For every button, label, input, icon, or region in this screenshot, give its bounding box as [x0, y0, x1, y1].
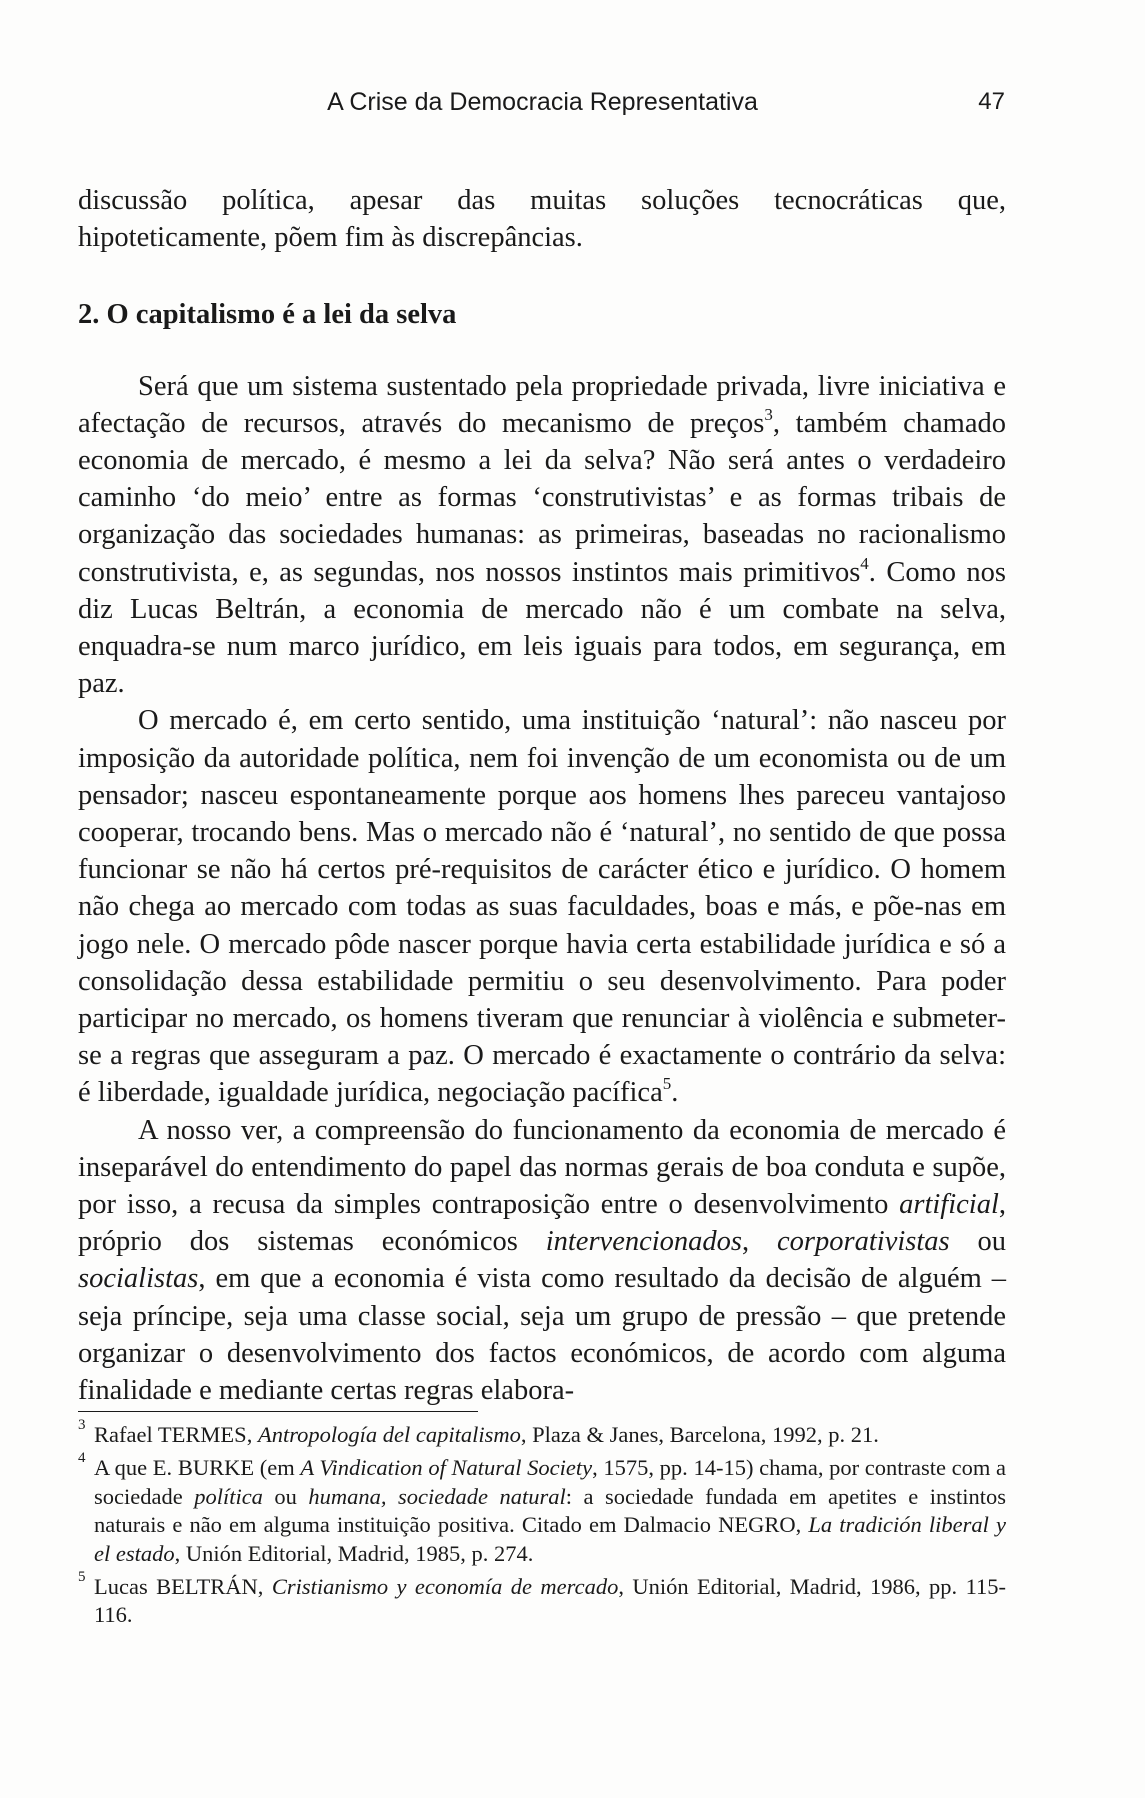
footnote-title: A Vindication of Natural Society — [300, 1455, 593, 1481]
paragraph-text: Será que um sistema sustentado pela propriedade privada, livre iniciativa e afectação de recursos, através do mecanismo de preços — [78, 370, 1006, 439]
footnote-ref[interactable]: 3 — [764, 404, 773, 424]
paragraph-text: A nosso ver, a compreensão do funcionamento da economia de mercado é inseparável do entendimento do papel das normas gerais de boa conduta e supõe, por isso, a recusa da simples contraposição entre o desenvolvimento — [78, 1114, 1006, 1221]
running-header — [80, 84, 1005, 120]
paragraph-text: discussão política, apesar das muitas soluções tecnocráticas que, hipoteticamente, põem fim às discrepâncias. — [78, 185, 1006, 254]
footnote-title: Cristianismo y economía de mercado — [271, 1574, 619, 1600]
page-number: 47 — [978, 88, 1005, 115]
footnote-italic: humana, sociedade natural — [308, 1483, 566, 1509]
footnote-text: : a sociedade fundada em apetites e instintos naturais e não em alguma instituição positiva. Citado em Dalmacio NEGRO, — [94, 1483, 1006, 1538]
paragraph-continuation — [78, 182, 1006, 256]
paragraph-text: , — [742, 1226, 778, 1258]
paragraph-text: , em que a economia é vista como resultado da decisão de alguém – seja príncipe, seja uma classe social, seja um grupo de pressão – que pretende organizar o desenvolvimento dos factos económicos, de acordo com alguma finalidade e mediante certas regras elabora- — [78, 1263, 1006, 1407]
section-heading: 2. O capitalismo é a lei da selva — [78, 299, 457, 331]
paragraph — [78, 368, 1006, 703]
footnote-text: ou — [262, 1483, 309, 1509]
italic-term: artificial — [899, 1189, 999, 1221]
paragraph-text: , também chamado economia de mercado, é mesmo a lei da selva? Não será antes o verdadeiro caminho ‘do meio’ entre as formas ‘construtivistas’ e as formas tribais de organização das sociedades humanas: as primeiras, baseadas no racionalismo construtivista, e, as segundas, nos nossos instintos mais primitivos — [78, 407, 1006, 588]
footnote-title: Antropología del capitalismo — [257, 1422, 521, 1447]
footnote-text: , Plaza & Janes, Barcelona, 1992, p. 21. — [520, 1422, 879, 1447]
italic-term: intervencionados — [545, 1226, 743, 1258]
footnote-title: La tradición liberal y el estado — [94, 1512, 1006, 1566]
footnote-text: , 1575, pp. 14-15) chama, por contraste com a sociedade — [94, 1455, 1006, 1509]
footnote-text: Rafael TERMES, — [94, 1422, 258, 1447]
italic-term: corporativistas — [777, 1226, 950, 1258]
paragraph-text: O mercado é, em certo sentido, uma instituição ‘natural’: não nasceu por imposição da autoridade política, nem foi invenção de um economista ou de um pensador; nasceu espontaneamente porque aos homens lhes pareceu vantajoso cooperar, trocando bens. Mas o mercado não é ‘natural’, no sentido de que possa funcionar se não há certos pré-requisitos de carácter ético e jurídico. O homem não chega ao mercado com todas as suas faculdades, boas e más, e põe-nas em jogo nele. O mercado pôde nascer porque havia certa estabilidade jurídica e só a consolidação dessa estabilidade permitiu o seu desenvolvimento. Para poder participar no mercado, os homens tiveram que renunciar à violência e submeter-se a regras que asseguram a paz. O mercado é exactamente o contrário da selva: é liberdade, igualdade jurídica, negociação pacífica — [78, 705, 1006, 1109]
footnote-text: A que E. BURKE (em — [94, 1455, 301, 1481]
footnote-ref[interactable]: 4 — [860, 553, 869, 573]
paragraph-text: ou — [949, 1226, 1007, 1258]
footnote-3 — [78, 1417, 1006, 1449]
footnote-text: , Unión Editorial, Madrid, 1985, p. 274. — [174, 1540, 534, 1566]
paragraph-text: . Como nos diz Lucas Beltrán, a economia de mercado não é um combate na selva, enquadra-se num marco jurídico, em leis iguais para todos, em segurança, em paz. — [78, 556, 1006, 700]
paragraph-text: . — [671, 1077, 679, 1109]
footnote-ref[interactable]: 5 — [662, 1074, 672, 1094]
paragraph — [78, 1112, 1006, 1410]
paragraph-text: , próprio dos sistemas económicos — [78, 1189, 1006, 1258]
footnote-text: , Unión Editorial, Madrid, 1986, pp. 115-116. — [94, 1574, 1006, 1628]
footnote-5 — [78, 1569, 1006, 1630]
italic-term: socialistas — [78, 1263, 199, 1295]
footnote-mark: 5 — [78, 1569, 86, 1586]
footnote-mark: 4 — [78, 1450, 86, 1467]
footnote-divider — [78, 1411, 478, 1412]
footnote-text: Lucas BELTRÁN, — [94, 1574, 272, 1600]
footnote-mark: 3 — [78, 1417, 86, 1433]
main-text — [78, 182, 1006, 1409]
footnotes — [78, 1417, 1006, 1635]
footnote-4 — [78, 1450, 1006, 1568]
running-title: A Crise da Democracia Representativa — [327, 88, 758, 116]
footnote-italic: política — [194, 1483, 263, 1509]
paragraph — [78, 702, 1006, 1111]
